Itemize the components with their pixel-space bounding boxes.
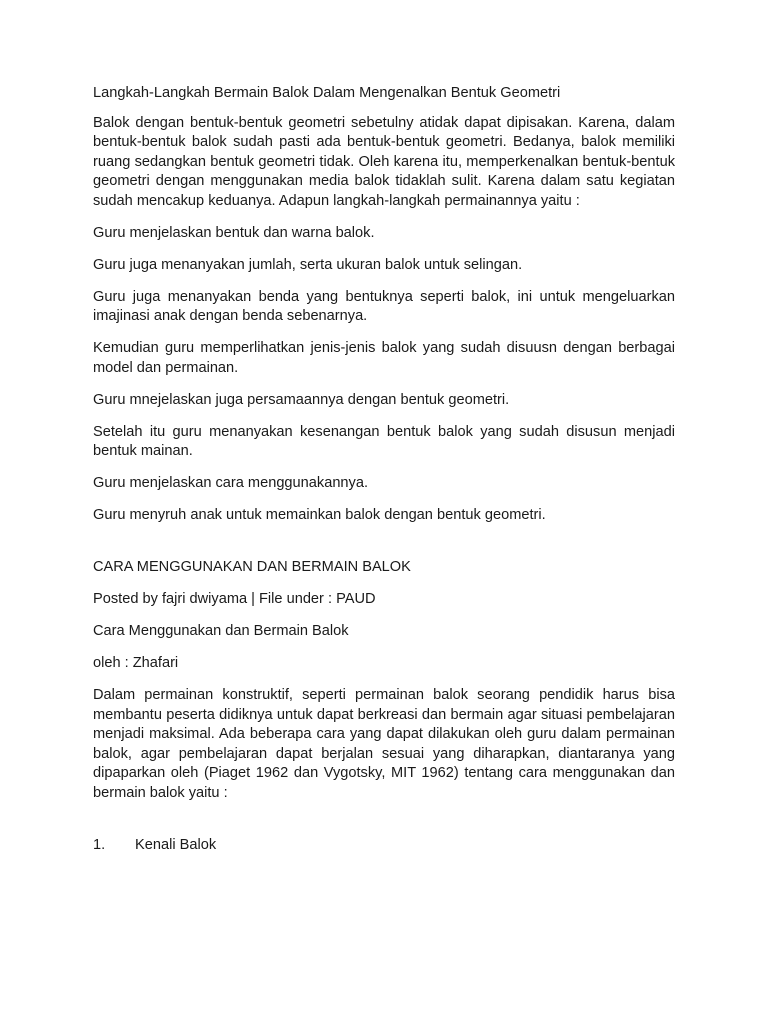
intro-paragraph: Balok dengan bentuk-bentuk geometri sebetulny atidak dapat dipisakan. Karena, dalam bentuk-bentuk balok sudah pasti ada bentuk-bentuk geometri. Bedanya, balok memiliki ruang sedangkan bentuk geometri tidak. Oleh karena itu, memperkenalkan bentuk-bentuk geometri dengan menggunakan media balok tidaklah sulit. Karena dalam satu kegiatan sudah mencakup keduanya. Adapun langkah-langkah permainannya yaitu : bbox=[93, 114, 675, 209]
step-paragraph: Guru juga menanyakan jumlah, serta ukuran balok untuk selingan. bbox=[93, 256, 523, 273]
step-paragraph: Guru menyruh anak untuk memainkan balok dengan bentuk geometri. bbox=[93, 507, 546, 523]
body-paragraph: Dalam permainan konstruktif, seperti permainan balok seorang pendidik harus bisa membantu peserta didiknya untuk dapat berkreasi dan bermain agar situasi pembelajaran menjadi maksimal. Ada beberapa cara yang dapat dilakukan oleh guru dalam permainan balok, agar pembelajaran dapat berjalan sesuai yang diharapkan, diantaranya yang dipaparkan oleh (Piaget 1962 dan Vygotsky, MIT 1962) tentang cara menggunakan dan bermain balok yaitu : bbox=[93, 687, 675, 801]
document-page bbox=[93, 84, 675, 855]
step-paragraph: Guru menjelaskan cara menggunakannya. bbox=[93, 475, 369, 491]
list-item bbox=[93, 836, 675, 856]
list-text: Kenali Balok bbox=[135, 836, 217, 853]
step-paragraph: Setelah itu guru menanyakan kesenangan bentuk balok yang sudah disusun menjadi bentuk mainan. bbox=[93, 423, 675, 459]
section-spacer bbox=[93, 538, 675, 558]
step-paragraph: Guru mnejelaskan juga persamaannya dengan bentuk geometri. bbox=[93, 391, 510, 408]
section-heading: CARA MENGGUNAKAN DAN BERMAIN BALOK bbox=[93, 559, 411, 575]
author-line: oleh : Zhafari bbox=[93, 655, 179, 671]
section-subtitle: Cara Menggunakan dan Bermain Balok bbox=[93, 623, 349, 639]
posted-by-line: Posted by fajri dwiyama | File under : PAUD bbox=[93, 591, 376, 607]
step-paragraph: Guru menjelaskan bentuk dan warna balok. bbox=[93, 224, 375, 241]
document-title: Langkah-Langkah Bermain Balok Dalam Mengenalkan Bentuk Geometri bbox=[93, 85, 561, 101]
list-number: 1. bbox=[93, 836, 106, 853]
step-paragraph: Guru juga menanyakan benda yang bentuknya seperti balok, ini untuk mengeluarkan imajinasi anak dengan benda sebenarnya. bbox=[93, 288, 675, 324]
list-spacer bbox=[93, 816, 675, 836]
step-paragraph: Kemudian guru memperlihatkan jenis-jenis balok yang sudah disuusn dengan berbagai model dan permainan. bbox=[93, 340, 675, 376]
